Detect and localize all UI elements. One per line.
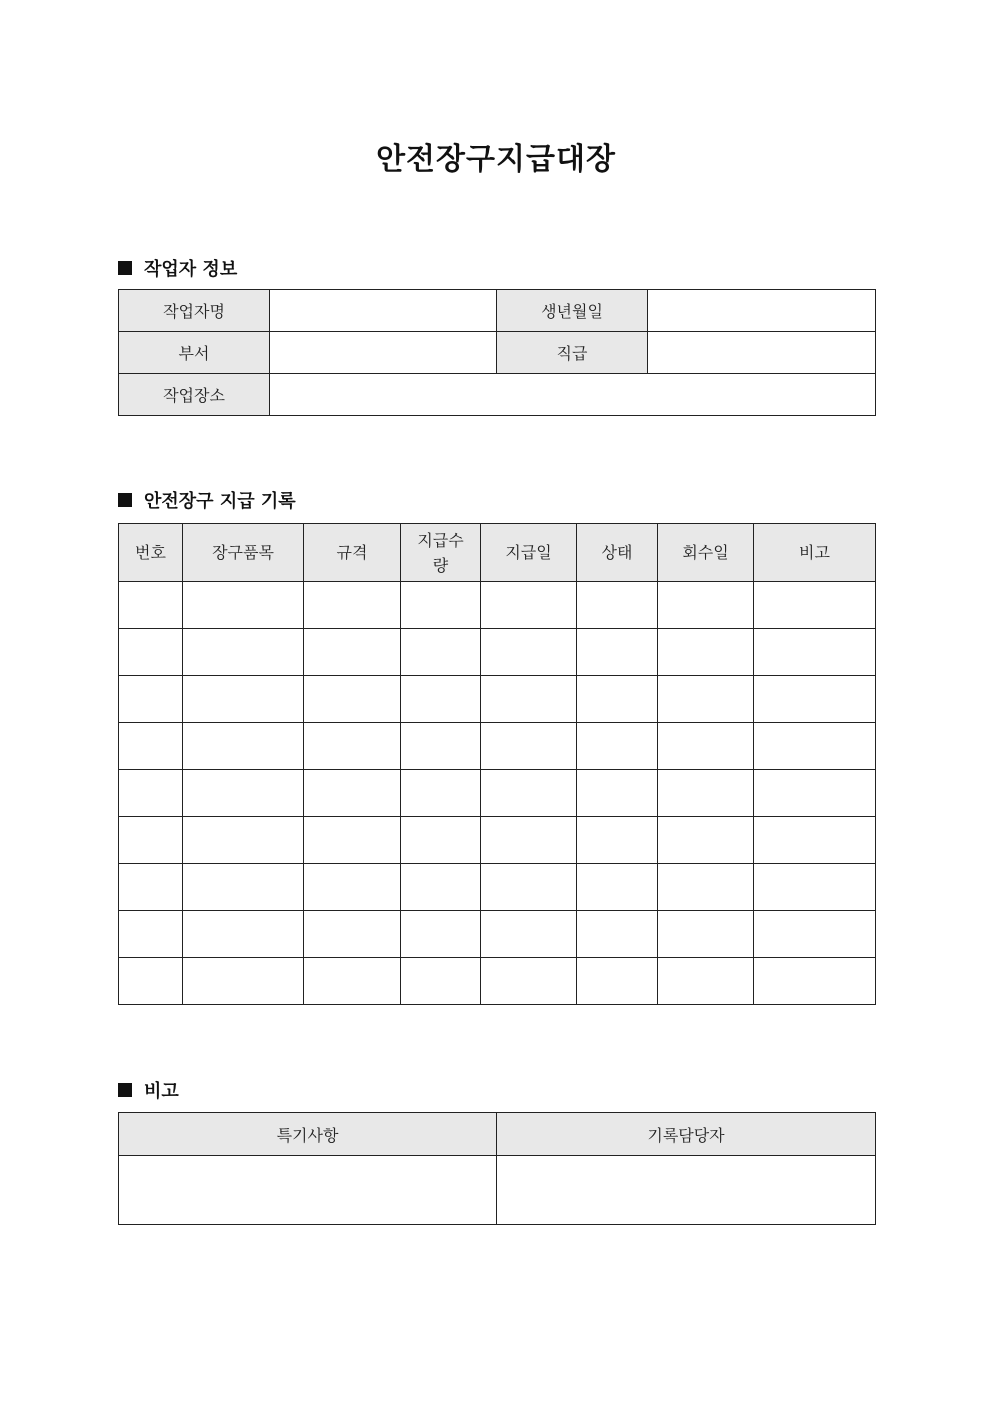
table-cell[interactable] — [119, 770, 183, 817]
table-cell[interactable] — [304, 958, 401, 1005]
table-cell[interactable] — [304, 676, 401, 723]
column-header: 상태 — [577, 524, 658, 582]
table-cell[interactable] — [658, 629, 754, 676]
square-bullet-icon — [118, 1083, 132, 1097]
table-cell[interactable] — [481, 629, 577, 676]
table-cell[interactable] — [481, 676, 577, 723]
table-cell[interactable] — [754, 676, 876, 723]
table-cell[interactable] — [119, 911, 183, 958]
section-issue-record — [118, 487, 296, 513]
table-row — [119, 911, 876, 958]
rank-field[interactable] — [648, 332, 876, 374]
table-cell[interactable] — [577, 770, 658, 817]
special-notes-header: 특기사항 — [119, 1113, 497, 1156]
table-cell[interactable] — [401, 958, 481, 1005]
rank-label: 직급 — [497, 332, 648, 374]
table-row — [119, 629, 876, 676]
square-bullet-icon — [118, 261, 132, 275]
table-cell[interactable] — [183, 582, 304, 629]
remarks-table — [118, 1112, 876, 1225]
table-cell[interactable] — [754, 817, 876, 864]
site-label: 작업장소 — [119, 374, 270, 416]
table-cell[interactable] — [183, 958, 304, 1005]
table-cell[interactable] — [401, 911, 481, 958]
column-header: 비고 — [754, 524, 876, 582]
table-cell[interactable] — [119, 629, 183, 676]
table-cell[interactable] — [754, 864, 876, 911]
table-cell[interactable] — [577, 676, 658, 723]
worker-info-table — [118, 289, 876, 416]
special-notes-field[interactable] — [119, 1156, 497, 1225]
table-cell[interactable] — [183, 770, 304, 817]
column-header: 규격 — [304, 524, 401, 582]
table-cell[interactable] — [658, 676, 754, 723]
table-cell[interactable] — [304, 770, 401, 817]
dept-field[interactable] — [270, 332, 497, 374]
column-header: 지급수 량 — [401, 524, 481, 582]
table-header-row — [119, 524, 876, 582]
section-title: 작업자 정보 — [144, 259, 238, 280]
section-worker-info — [118, 255, 237, 281]
table-row — [119, 864, 876, 911]
table-cell[interactable] — [577, 864, 658, 911]
table-cell[interactable] — [401, 864, 481, 911]
dept-label: 부서 — [119, 332, 270, 374]
table-cell[interactable] — [401, 817, 481, 864]
table-cell[interactable] — [119, 958, 183, 1005]
column-header: 장구품목 — [183, 524, 304, 582]
table-cell[interactable] — [304, 582, 401, 629]
issue-record-table — [118, 523, 876, 1005]
table-cell[interactable] — [183, 676, 304, 723]
recorder-header: 기록담당자 — [497, 1113, 876, 1156]
birth-label: 생년월일 — [497, 290, 648, 332]
section-remarks — [118, 1077, 179, 1103]
table-cell[interactable] — [401, 582, 481, 629]
column-header: 회수일 — [658, 524, 754, 582]
recorder-field[interactable] — [497, 1156, 876, 1225]
table-row — [119, 723, 876, 770]
birth-field[interactable] — [648, 290, 876, 332]
table-cell[interactable] — [577, 582, 658, 629]
table-cell[interactable] — [658, 723, 754, 770]
table-cell[interactable] — [401, 676, 481, 723]
table-cell[interactable] — [481, 582, 577, 629]
name-field[interactable] — [270, 290, 497, 332]
section-title: 비고 — [144, 1081, 179, 1102]
table-cell[interactable] — [401, 723, 481, 770]
table-cell[interactable] — [754, 770, 876, 817]
table-cell[interactable] — [754, 911, 876, 958]
table-cell[interactable] — [577, 723, 658, 770]
table-cell[interactable] — [658, 817, 754, 864]
table-cell[interactable] — [481, 958, 577, 1005]
table-cell[interactable] — [481, 911, 577, 958]
table-cell[interactable] — [658, 770, 754, 817]
table-cell[interactable] — [183, 723, 304, 770]
table-row — [119, 817, 876, 864]
table-cell[interactable] — [401, 770, 481, 817]
column-header: 번호 — [119, 524, 183, 582]
square-bullet-icon — [118, 493, 132, 507]
table-cell[interactable] — [183, 864, 304, 911]
table-cell[interactable] — [754, 958, 876, 1005]
table-cell[interactable] — [754, 629, 876, 676]
table-cell[interactable] — [119, 676, 183, 723]
table-cell[interactable] — [304, 817, 401, 864]
page-title: 안전장구지급대장 — [376, 142, 616, 177]
table-cell[interactable] — [658, 582, 754, 629]
table-cell[interactable] — [183, 817, 304, 864]
table-cell[interactable] — [401, 629, 481, 676]
table-cell[interactable] — [119, 817, 183, 864]
table-cell[interactable] — [577, 629, 658, 676]
table-row — [119, 582, 876, 629]
table-cell[interactable] — [119, 864, 183, 911]
table-cell[interactable] — [577, 911, 658, 958]
table-cell[interactable] — [481, 770, 577, 817]
table-cell[interactable] — [658, 958, 754, 1005]
table-cell[interactable] — [577, 958, 658, 1005]
table-cell[interactable] — [119, 582, 183, 629]
table-cell[interactable] — [481, 817, 577, 864]
table-cell[interactable] — [577, 817, 658, 864]
table-cell[interactable] — [304, 723, 401, 770]
table-row — [119, 958, 876, 1005]
table-cell[interactable] — [304, 864, 401, 911]
table-cell[interactable] — [119, 723, 183, 770]
table-cell[interactable] — [754, 582, 876, 629]
table-cell[interactable] — [658, 864, 754, 911]
table-row — [119, 676, 876, 723]
table-cell[interactable] — [183, 911, 304, 958]
name-label: 작업자명 — [119, 290, 270, 332]
table-cell[interactable] — [481, 723, 577, 770]
section-title: 안전장구 지급 기록 — [144, 491, 296, 512]
table-cell[interactable] — [481, 864, 577, 911]
site-field[interactable] — [270, 374, 876, 416]
table-cell[interactable] — [183, 629, 304, 676]
column-header: 지급일 — [481, 524, 577, 582]
table-cell[interactable] — [658, 911, 754, 958]
table-row — [119, 770, 876, 817]
table-cell[interactable] — [304, 911, 401, 958]
table-cell[interactable] — [754, 723, 876, 770]
table-cell[interactable] — [304, 629, 401, 676]
